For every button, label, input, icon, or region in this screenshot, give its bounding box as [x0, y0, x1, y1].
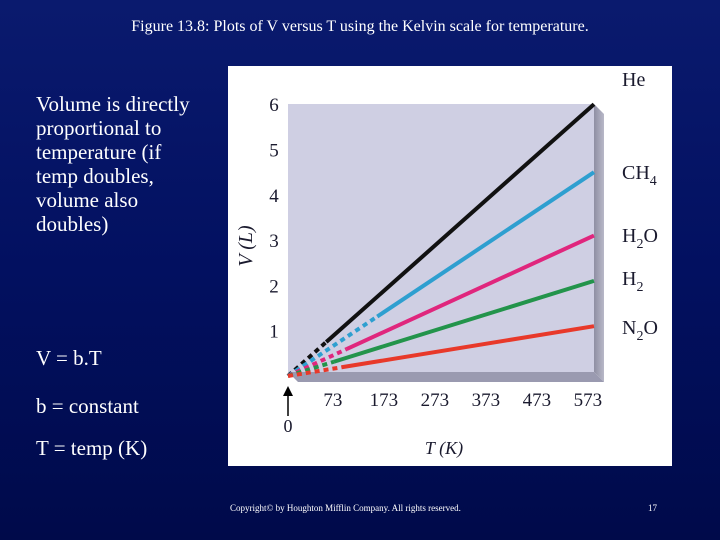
page-number: 17 — [648, 503, 657, 513]
series-label: $H_2$ — [622, 268, 644, 295]
x-tick-label: 373 — [471, 390, 501, 411]
series-label: $N_2O$ — [622, 317, 658, 344]
plot-area-shadow-right — [594, 104, 604, 382]
bullet-b-constant: b = constant — [36, 394, 139, 418]
plot-area-shadow-bottom — [288, 372, 604, 382]
y-tick-label: 1 — [269, 321, 279, 343]
x-tick-label: 73 — [323, 390, 343, 411]
origin-arrow-head — [283, 386, 293, 396]
y-tick-label: 4 — [269, 185, 279, 207]
y-tick-label: 3 — [269, 231, 279, 253]
chart-figure — [228, 66, 672, 466]
x-tick-label: 573 — [573, 390, 603, 411]
x-tick-labels — [323, 390, 602, 411]
series-labels — [622, 69, 658, 344]
x-axis-label: T (K) — [424, 438, 464, 458]
series-label: $H_2O$ — [622, 225, 658, 252]
y-axis-label: V (L) — [235, 225, 257, 267]
x-tick-label: 473 — [522, 390, 552, 411]
bullet-volume-proportional: Volume is directly proportional to temperature (if temp doubles, volume also doubles) — [36, 92, 190, 236]
series-label: He — [622, 69, 646, 91]
volume-temperature-chart — [228, 66, 672, 466]
slide-title: Figure 13.8: Plots of V versus T using the Kelvin scale for temperature. — [131, 18, 589, 35]
copyright-footer: Copyright© by Houghton Mifflin Company. All rights reserved. — [230, 503, 461, 513]
bullet-t-definition: T = temp (K) — [36, 436, 148, 460]
y-tick-label: 6 — [269, 95, 279, 117]
y-tick-label: 5 — [269, 140, 279, 162]
series-label: $CH_4$ — [622, 162, 657, 189]
y-tick-labels — [269, 95, 279, 343]
x-origin-label: 0 — [283, 416, 293, 436]
x-tick-label: 173 — [369, 390, 399, 411]
bullet-equation: V = b.T — [36, 346, 102, 370]
x-tick-label: 273 — [420, 390, 450, 411]
y-tick-label: 2 — [269, 276, 279, 298]
